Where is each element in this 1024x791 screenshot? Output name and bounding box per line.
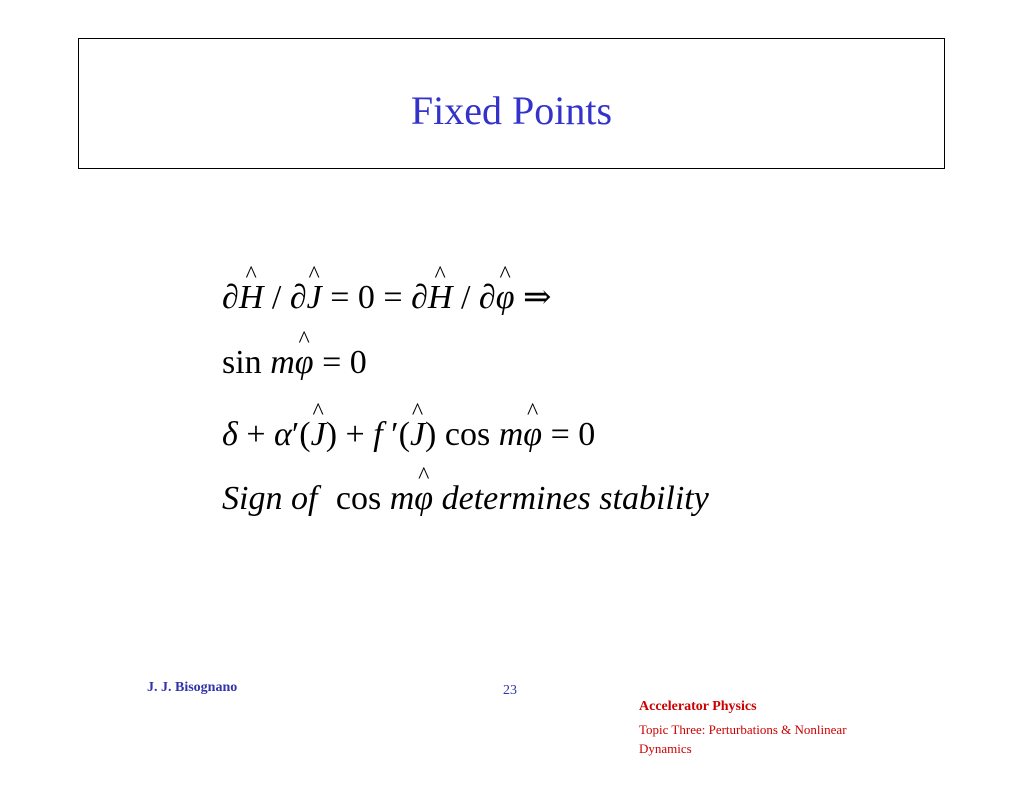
equation-1: [222, 281, 552, 315]
footer-topic: Topic Three: Perturbations & Nonlinear Dynamics: [639, 722, 847, 756]
equation-4-render: Sign of cos m^ φ determines stability: [222, 480, 709, 517]
equation-4: [222, 482, 709, 516]
footer-course: Accelerator Physics: [639, 699, 757, 714]
equation-2-render: sin m^ φ = 0: [222, 344, 367, 381]
page-number: 23: [503, 683, 517, 698]
title-box: [78, 38, 945, 169]
equation-3: [222, 418, 595, 452]
equation-1-render: ∂^ H / ∂^ J = 0 = ∂^ H / ∂^ φ ⇒: [222, 279, 552, 316]
equation-3-render: δ + α′(^ J) + f ′(^ J) cos m^ φ = 0: [222, 416, 595, 453]
equation-2: [222, 346, 367, 380]
footer-author: J. J. Bisognano: [147, 680, 238, 695]
slide-title: Fixed Points: [410, 88, 613, 133]
